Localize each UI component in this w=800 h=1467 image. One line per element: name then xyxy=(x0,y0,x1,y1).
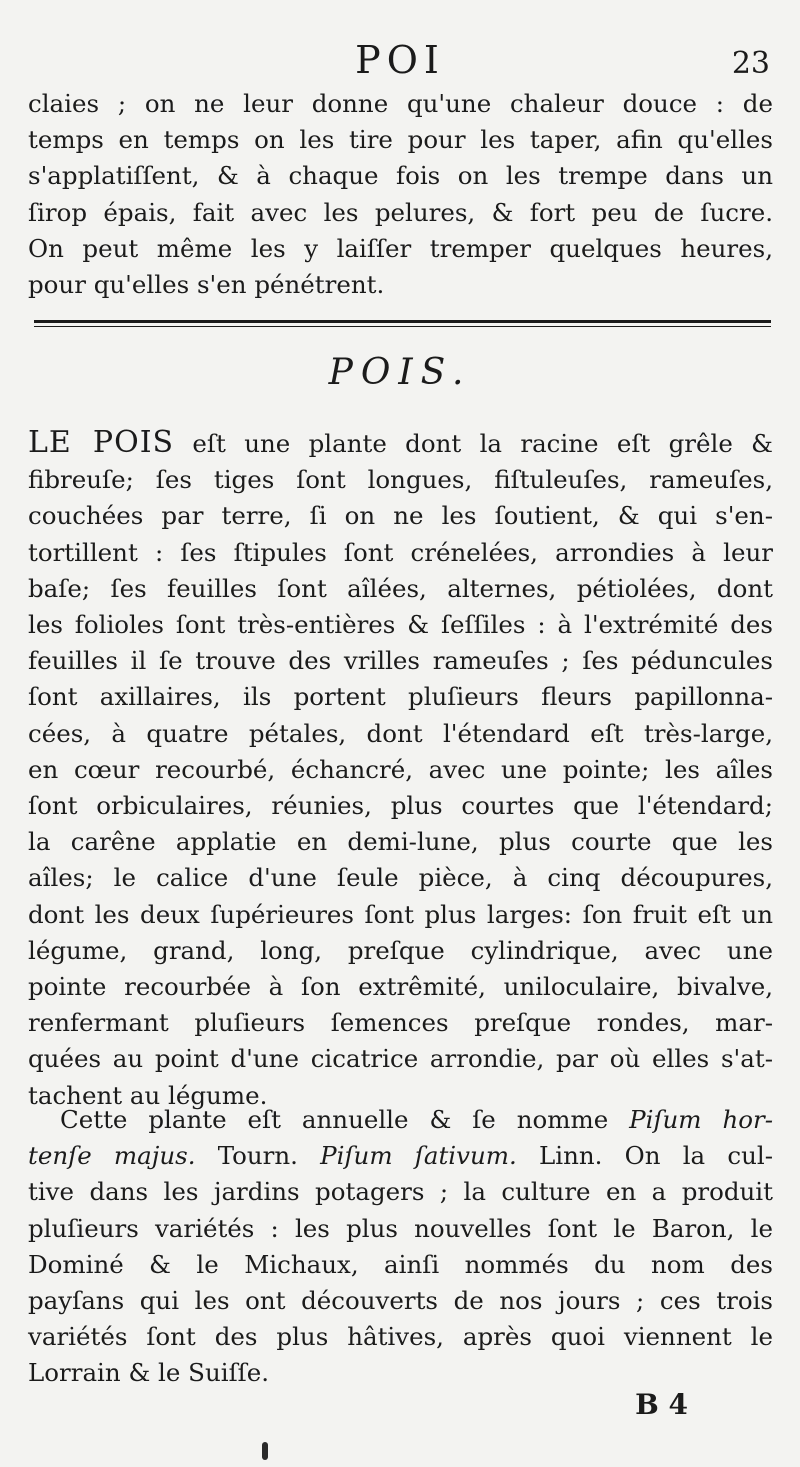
text-line: ſont axillaires, ils portent pluſieurs fleurs papillonna- xyxy=(28,682,773,712)
text-line: ſont orbiculaires, réunies, plus courtes que l'étendard; xyxy=(28,791,773,821)
text-line: variétés ſont des plus hâtives, après quoi viennent le xyxy=(28,1322,773,1352)
text-line: dont les deux ſupérieures ſont plus larges: ſon fruit eſt un xyxy=(28,899,773,929)
text-line: pluſieurs variétés : les plus nouvelles ſont le Baron, le xyxy=(28,1213,773,1243)
text-fragment: Linn. On la cul- xyxy=(516,1141,773,1171)
text-line: On peut même les y laiſſer tremper quelques heures, xyxy=(28,233,773,263)
section-title: POIS. xyxy=(328,352,472,393)
text-line: couchées par terre, ſi on ne les ſoutient, & qui s'en- xyxy=(28,501,773,531)
article-paragraph xyxy=(28,425,773,1114)
latin-name: tenſe majus. xyxy=(28,1141,196,1171)
text-line-first xyxy=(28,425,773,462)
running-head xyxy=(0,38,800,88)
text-line: Lorrain & le Suiſſe. xyxy=(28,1358,269,1388)
text-fragment: eſt une plante dont la racine eſt grêle & xyxy=(174,429,773,458)
text-line: quées au point d'une cicatrice arrondie, par où elles s'at- xyxy=(28,1044,773,1074)
text-line: en cœur recourbé, échancré, avec une pointe; les aîles xyxy=(28,754,773,784)
text-line: claies ; on ne leur donne qu'une chaleur douce : de xyxy=(28,89,773,118)
text-line: feuilles il ſe trouve des vrilles rameuſes ; ſes péduncules xyxy=(28,646,773,676)
text-line xyxy=(28,1138,773,1174)
continued-paragraph xyxy=(28,86,773,303)
article-paragraph-2 xyxy=(28,1102,773,1392)
latin-name: Piſum ſativum. xyxy=(320,1141,517,1171)
ink-speck xyxy=(262,1442,268,1460)
text-line: tortillent : ſes ſtipules ſont crénelées, arrondies à leur xyxy=(28,537,773,567)
text-line: tachent au légume. xyxy=(28,1080,268,1110)
text-line: cées, à quatre pétales, dont l'étendard eſt très-large, xyxy=(28,718,773,748)
text-line: Dominé & le Michaux, ainſi nommés du nom des xyxy=(28,1249,773,1279)
page-number: 23 xyxy=(731,46,770,81)
text-line: ſirop épais, fait avec les pelures, & fort peu de ſucre. xyxy=(28,197,773,227)
text-line: les folioles ſont très-entières & ſeſſiles : à l'extrémité des xyxy=(28,610,773,640)
text-line: temps en temps on les tire pour les taper, afin qu'elles xyxy=(28,125,773,155)
text-line: fibreuſe; ſes tiges ſont longues, fiſtuleuſes, rameuſes, xyxy=(28,465,773,495)
text-line: aîles; le calice d'une ſeule pièce, à cinq découpures, xyxy=(28,863,773,893)
lead-word: LE POIS xyxy=(28,425,175,460)
text-line: baſe; ſes feuilles ſont aîlées, alternes, pétiolées, dont xyxy=(28,573,773,603)
text-line: s'applatiſſent, & à chaque fois on les trempe dans un xyxy=(28,161,773,191)
running-title: POI xyxy=(355,38,445,82)
latin-name: Piſum hor- xyxy=(629,1105,773,1134)
text-line-first xyxy=(28,1102,773,1138)
text-line: la carêne applatie en demi-lune, plus courte que les xyxy=(28,827,773,857)
text-line: pour qu'elles s'en pénétrent. xyxy=(28,270,385,300)
section-divider xyxy=(34,320,771,327)
text-fragment: Cette plante eſt annuelle & ſe nomme xyxy=(60,1105,630,1134)
text-line: payſans qui les ont découverts de nos jours ; ces trois xyxy=(28,1286,773,1316)
text-line: légume, grand, long, preſque cylindrique, avec une xyxy=(28,935,773,965)
signature-mark: B 4 xyxy=(635,1388,688,1421)
text-line: renfermant pluſieurs ſemences preſque rondes, mar- xyxy=(28,1008,773,1038)
text-fragment: Tourn. xyxy=(195,1141,321,1171)
text-line: tive dans les jardins potagers ; la culture en a produit xyxy=(28,1177,773,1207)
text-line: pointe recourbée à ſon extrêmité, uniloculaire, bivalve, xyxy=(28,972,773,1002)
